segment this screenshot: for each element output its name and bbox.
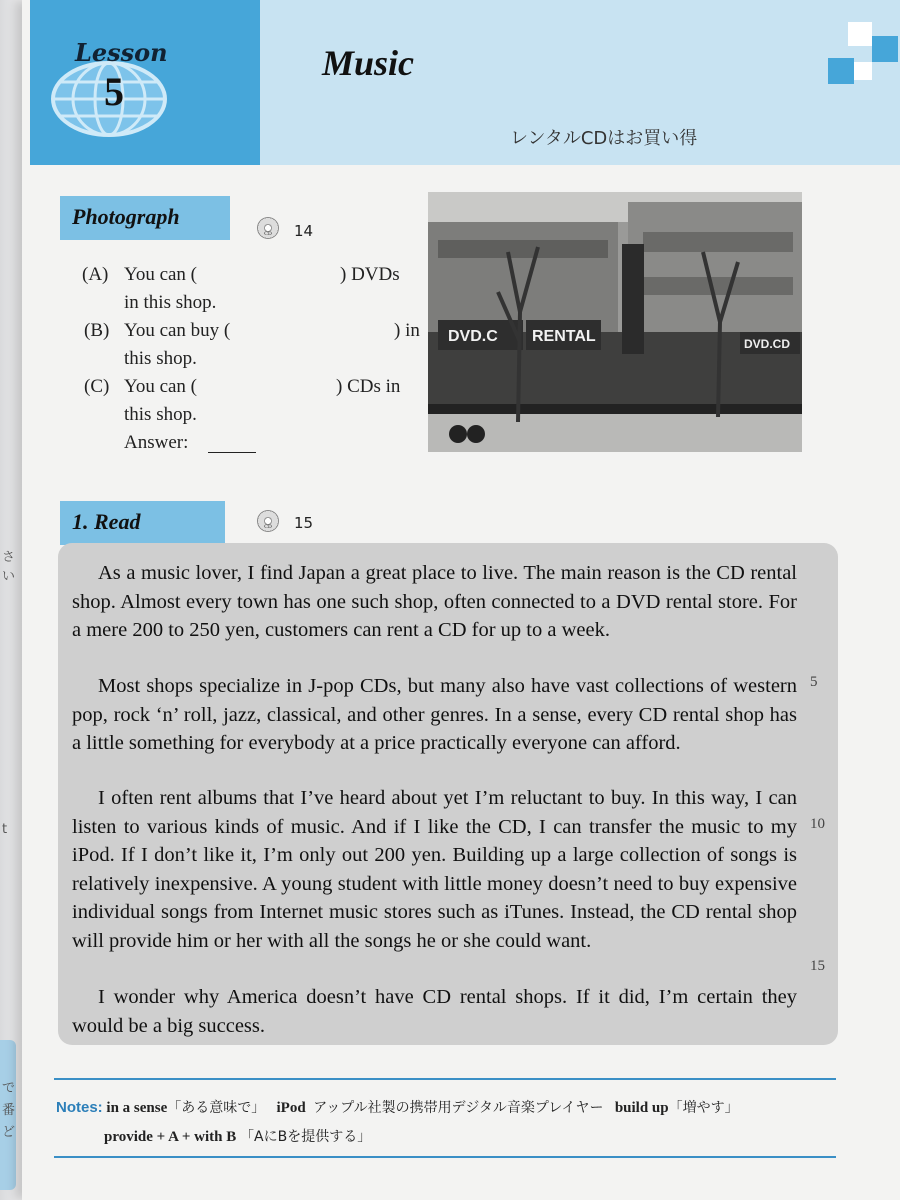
notes-bottom-rule	[54, 1156, 836, 1158]
title-banner	[260, 0, 900, 165]
read-section-label	[60, 501, 225, 545]
note-term: build up	[614, 1100, 669, 1116]
gutter-text-mid: t	[2, 822, 8, 837]
reading-passage-box	[58, 543, 838, 1045]
question-text: You can buy (	[124, 320, 231, 341]
lesson-number: 5	[104, 69, 124, 114]
line-number: 10	[810, 816, 825, 832]
gutter-text-top: さい	[2, 550, 16, 584]
read-label-text: 1. Read	[72, 509, 141, 534]
question-text: You can (	[124, 376, 198, 397]
lesson-badge	[30, 0, 260, 165]
line-number: 15	[810, 958, 825, 974]
note-gloss: アップル社製の携帯用デジタル音楽プレイヤー	[313, 1100, 604, 1116]
storefront-illustration	[428, 192, 802, 452]
notes-top-rule	[54, 1078, 836, 1080]
note-gloss: 「増やす」	[668, 1100, 739, 1116]
photo-sign-dvdcd: DVD.CD	[744, 337, 791, 351]
notes-label: Notes:	[56, 1099, 103, 1116]
photograph-label-text: Photograph	[72, 204, 180, 229]
question-text-line2: this shop.	[124, 348, 197, 369]
passage-paragraph: I often rent albums that I’ve heard about yet I’m reluctant to buy. In this way, I can listen to various kinds of music. And if I like the CD, I can transfer the music to my iPod. If I don’t like it, I’m only out 200 yen. Building up a large collection of songs is relatively inexpensive. A young student with little money doesn’t need to buy expensive individual songs from Internet music stores such as iTunes. Instead, the CD rental shop will provide him or her with all the songs he or she could want.	[72, 787, 797, 952]
photo-sign-dvd: DVD.C	[448, 328, 498, 345]
notes-line-1	[56, 1097, 739, 1117]
question-letter: (C)	[84, 376, 110, 397]
passage-paragraph: I wonder why America doesn’t have CD rental shops. If it did, I’m certain they would be a big success.	[72, 986, 797, 1037]
cd-track-number: 15	[294, 514, 314, 532]
gutter-text-bottom: で 番 ど	[2, 1081, 16, 1140]
cd-track-number: 14	[294, 222, 314, 240]
question-text-line2: this shop.	[124, 404, 197, 425]
rental-shop-photo	[428, 192, 802, 452]
line-number: 5	[810, 674, 818, 690]
question-text-end: ) in	[394, 320, 420, 341]
passage-paragraph: Most shops specialize in J-pop CDs, but many also have vast collections of western pop, rock ‘n’ roll, jazz, classical, and other genres. In a sense, every CD rental shop has a little something for everybody at a price practically everyone can afford.	[72, 675, 797, 755]
note-gloss: 「AにBを提供する」	[240, 1129, 372, 1145]
question-text-end: ) CDs in	[336, 376, 401, 397]
answer-label: Answer:	[124, 432, 189, 453]
lesson-header	[30, 0, 900, 165]
page-gutter	[0, 0, 22, 1200]
question-text: You can (	[124, 264, 198, 285]
question-letter: (A)	[82, 264, 109, 285]
note-term: iPod	[276, 1100, 306, 1116]
note-term: provide + A + with B	[104, 1129, 237, 1145]
photograph-section-label	[60, 196, 230, 240]
lesson-subtitle: レンタルCDはお買い得	[510, 128, 698, 149]
photo-sign-rental: RENTAL	[532, 328, 596, 345]
answer-blank[interactable]	[208, 452, 256, 453]
lesson-label: Lesson	[75, 38, 168, 67]
cd-audio-icon[interactable]: CD	[257, 217, 279, 239]
question-text-end: ) DVDs	[340, 264, 400, 285]
question-text-line2: in this shop.	[124, 292, 217, 313]
note-gloss: 「ある意味で」	[167, 1100, 266, 1116]
cd-audio-icon[interactable]: CD	[257, 510, 279, 532]
notes-line-2	[104, 1126, 371, 1146]
question-letter: (B)	[84, 320, 110, 341]
decorative-squares-icon	[820, 22, 900, 92]
passage-paragraph: As a music lover, I find Japan a great place to live. The main reason is the CD rental shop. Almost every town has one such shop, often connected to a DVD rental store. For a mere 200 to 250 yen, customers can rent a CD for up to a week.	[72, 562, 797, 642]
lesson-title: Music	[322, 43, 415, 83]
note-term: in a sense	[106, 1100, 168, 1116]
